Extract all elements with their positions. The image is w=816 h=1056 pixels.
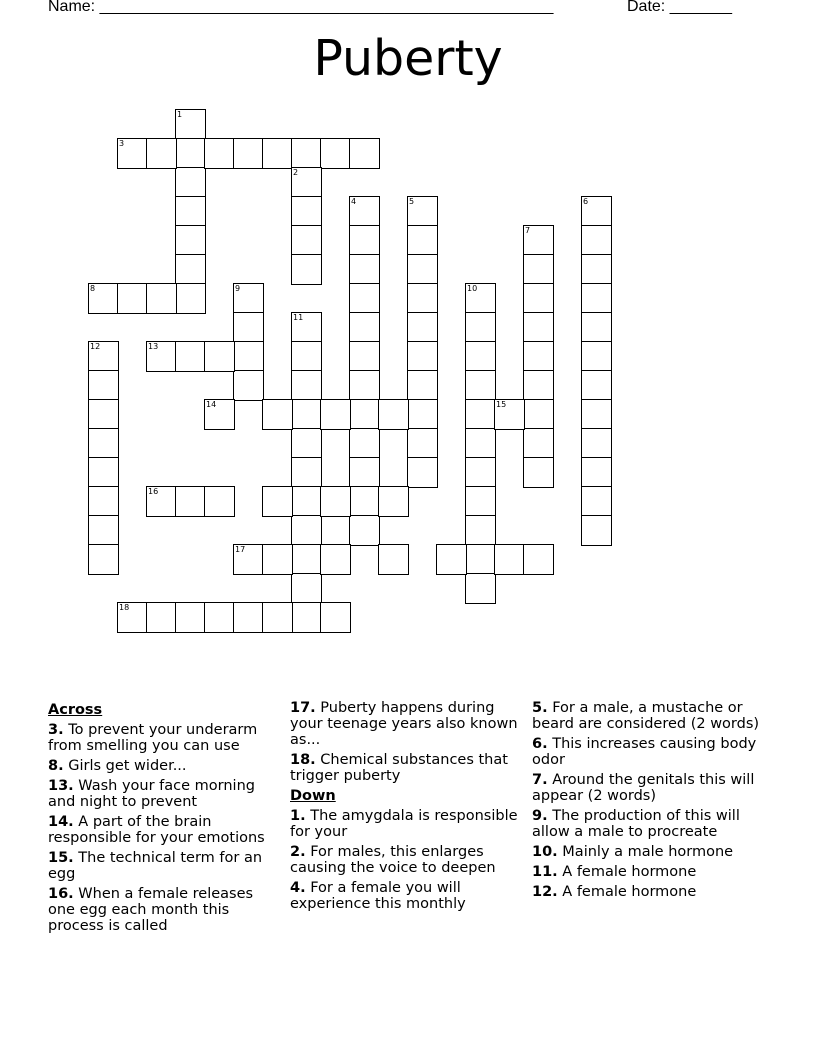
cell-number: 11 [293, 313, 304, 322]
clue-number: 18. [290, 752, 316, 768]
crossword-cell [291, 399, 322, 430]
date-field-line: Date: _______ [627, 0, 732, 15]
clues-column-2 [290, 700, 526, 916]
crossword-cell [349, 312, 380, 343]
clue-text: A part of the brain responsible for your emotions [48, 814, 265, 846]
crossword-cell [581, 457, 612, 488]
crossword-cell [349, 399, 380, 430]
crossword-cell [117, 283, 148, 314]
crossword-cell [146, 602, 177, 633]
clue-number: 16. [48, 886, 74, 902]
crossword-cell [175, 602, 206, 633]
crossword-cell [291, 428, 322, 459]
crossword-cell [349, 428, 380, 459]
crossword-cell [233, 312, 264, 343]
cell-number: 5 [409, 197, 415, 206]
clue-number: 5. [532, 700, 548, 716]
cell-number: 1 [177, 110, 183, 119]
crossword-cell [320, 486, 351, 517]
crossword-cell [349, 457, 380, 488]
crossword-cell [146, 138, 177, 169]
clue-down-4 [290, 880, 526, 912]
crossword-cell [291, 341, 322, 372]
crossword-cell [175, 341, 206, 372]
crossword-cell [581, 515, 612, 546]
cell-number: 10 [467, 284, 478, 293]
cell-number: 2 [293, 168, 299, 177]
clue-text: For a male, a mustache or beard are considered (2 words) [532, 700, 760, 732]
crossword-cell [581, 370, 612, 401]
crossword-cell [175, 486, 206, 517]
crossword-cell [581, 341, 612, 372]
crossword-cell [349, 486, 380, 517]
cell-number: 15 [496, 400, 507, 409]
clue-across-8 [48, 758, 278, 774]
clue-text: A female hormone [557, 884, 697, 900]
clue-number: 2. [290, 844, 306, 860]
crossword-cell-5 [407, 196, 438, 227]
crossword-cell [581, 312, 612, 343]
crossword-cell-12 [88, 341, 119, 372]
crossword-cell [291, 515, 322, 546]
crossword-cell-6 [581, 196, 612, 227]
crossword-cell [291, 602, 322, 633]
clue-number: 6. [532, 736, 548, 752]
clue-across-17 [290, 700, 526, 748]
crossword-cell [465, 312, 496, 343]
cell-number: 3 [119, 139, 125, 148]
crossword-cell [349, 341, 380, 372]
crossword-cell [291, 138, 322, 169]
crossword-cell-10 [465, 283, 496, 314]
crossword-cell [581, 225, 612, 256]
crossword-cell [175, 196, 206, 227]
clue-down-5 [532, 700, 768, 732]
crossword-cell [407, 312, 438, 343]
crossword-cell-7 [523, 225, 554, 256]
cell-number: 7 [525, 226, 531, 235]
clue-down-10 [532, 844, 768, 860]
crossword-cell [494, 544, 525, 575]
crossword-cell-17 [233, 544, 264, 575]
crossword-cell-11 [291, 312, 322, 343]
crossword-cell [581, 283, 612, 314]
crossword-cell-9 [233, 283, 264, 314]
crossword-cell-16 [146, 486, 177, 517]
clue-text: Around the genitals this will appear (2 words) [532, 772, 755, 804]
crossword-cell [465, 428, 496, 459]
crossword-cell [349, 254, 380, 285]
crossword-cell [233, 370, 264, 401]
down-heading: Down [290, 788, 336, 804]
crossword-cell [291, 486, 322, 517]
crossword-cell [262, 486, 293, 517]
crossword-cell [291, 370, 322, 401]
crossword-cell [523, 312, 554, 343]
cell-number: 17 [235, 545, 246, 554]
crossword-cell [291, 196, 322, 227]
crossword-cell-1 [175, 109, 206, 140]
crossword-cell [378, 399, 409, 430]
crossword-cell-15 [494, 399, 525, 430]
clue-number: 9. [532, 808, 548, 824]
clue-down-6 [532, 736, 768, 768]
clue-number: 4. [290, 880, 306, 896]
crossword-cell [204, 602, 235, 633]
crossword-cell [233, 341, 264, 372]
crossword-cell [88, 428, 119, 459]
clue-number: 10. [532, 844, 558, 860]
crossword-cell [436, 544, 467, 575]
crossword-cell [349, 138, 380, 169]
cell-number: 18 [119, 603, 130, 612]
crossword-cell [465, 370, 496, 401]
crossword-cell [523, 283, 554, 314]
name-field-line: Name: ___________________________________________________ [48, 0, 554, 15]
clue-number: 12. [532, 884, 558, 900]
crossword-cell [465, 486, 496, 517]
crossword-cell-14 [204, 399, 235, 430]
crossword-cell [262, 399, 293, 430]
crossword-cell [581, 486, 612, 517]
crossword-cell [320, 602, 351, 633]
crossword-cell [523, 399, 554, 430]
crossword-cell [233, 138, 264, 169]
crossword-cell [465, 399, 496, 430]
crossword-cell [175, 167, 206, 198]
clues-column-1 [48, 700, 278, 938]
clue-number: 15. [48, 850, 74, 866]
crossword-cell [523, 544, 554, 575]
crossword-cell [378, 486, 409, 517]
crossword-cell [581, 399, 612, 430]
clue-across-15 [48, 850, 278, 882]
crossword-cell [349, 515, 380, 546]
crossword-cell [407, 283, 438, 314]
crossword-cell [523, 370, 554, 401]
clue-number: 3. [48, 722, 64, 738]
crossword-cell [88, 399, 119, 430]
clue-text: This increases causing body odor [532, 736, 757, 768]
clue-text: A female hormone [557, 864, 697, 880]
crossword-cell [407, 225, 438, 256]
crossword-cell [204, 138, 235, 169]
crossword-cell [233, 602, 264, 633]
crossword-cell [349, 225, 380, 256]
clue-text: Puberty happens during your teenage years also known as... [290, 700, 518, 748]
crossword-cell [465, 457, 496, 488]
clue-down-9 [532, 808, 768, 840]
crossword-cell [465, 515, 496, 546]
clue-number: 14. [48, 814, 74, 830]
crossword-cell [291, 225, 322, 256]
cell-number: 13 [148, 342, 159, 351]
crossword-cell [291, 254, 322, 285]
crossword-cell [407, 428, 438, 459]
clue-text: The production of this will allow a male to procreate [532, 808, 740, 840]
clue-across-16 [48, 886, 278, 934]
crossword-cell [88, 515, 119, 546]
clue-number: 17. [290, 700, 316, 716]
clue-number: 1. [290, 808, 306, 824]
crossword-cell [581, 428, 612, 459]
clue-number: 13. [48, 778, 74, 794]
cell-number: 4 [351, 197, 357, 206]
crossword-cell-18 [117, 602, 148, 633]
crossword-cell [262, 138, 293, 169]
crossword-cell [262, 544, 293, 575]
clue-down-11 [532, 864, 768, 880]
cell-number: 16 [148, 487, 159, 496]
crossword-cell-8 [88, 283, 119, 314]
clue-text: The technical term for an egg [48, 850, 263, 882]
crossword-cell [88, 370, 119, 401]
clue-number: 8. [48, 758, 64, 774]
crossword-cell [465, 544, 496, 575]
crossword-cell [88, 457, 119, 488]
crossword-cell [407, 457, 438, 488]
clue-across-18 [290, 752, 526, 784]
crossword-cell [407, 370, 438, 401]
clue-text: The amygdala is responsible for your [290, 808, 518, 840]
cell-number: 12 [90, 342, 101, 351]
crossword-cell [320, 544, 351, 575]
crossword-cell [581, 254, 612, 285]
crossword-cell [204, 341, 235, 372]
clue-across-13 [48, 778, 278, 810]
crossword-cell [204, 486, 235, 517]
cell-number: 6 [583, 197, 589, 206]
crossword-cell [378, 544, 409, 575]
cell-number: 8 [90, 284, 96, 293]
cell-number: 14 [206, 400, 217, 409]
clue-across-14 [48, 814, 278, 846]
clue-number: 7. [532, 772, 548, 788]
clue-text: To prevent your underarm from smelling you can use [48, 722, 258, 754]
crossword-cell [291, 544, 322, 575]
crossword-cell [523, 428, 554, 459]
clue-text: When a female releases one egg each month this process is called [48, 886, 254, 934]
clue-text: For males, this enlarges causing the voice to deepen [290, 844, 496, 876]
crossword-cell [523, 341, 554, 372]
crossword-cell-13 [146, 341, 177, 372]
cell-number: 9 [235, 284, 241, 293]
crossword-cell [88, 544, 119, 575]
crossword-cell [349, 283, 380, 314]
across-heading: Across [48, 702, 103, 718]
crossword-cell-2 [291, 167, 322, 198]
clue-text: For a female you will experience this monthly [290, 880, 466, 912]
crossword-cell [407, 341, 438, 372]
crossword-cell [465, 573, 496, 604]
clue-down-1 [290, 808, 526, 840]
crossword-cell [465, 341, 496, 372]
clue-down-7 [532, 772, 768, 804]
crossword-cell-3 [117, 138, 148, 169]
crossword-cell [175, 283, 206, 314]
clue-text: Chemical substances that trigger puberty [290, 752, 508, 784]
crossword-cell [523, 254, 554, 285]
crossword-cell [175, 254, 206, 285]
clue-text: Wash your face morning and night to prevent [48, 778, 255, 810]
clue-number: 11. [532, 864, 558, 880]
clue-down-2 [290, 844, 526, 876]
clue-text: Mainly a male hormone [557, 844, 734, 860]
crossword-cell [291, 573, 322, 604]
crossword-cell [291, 457, 322, 488]
clue-across-3 [48, 722, 278, 754]
crossword-cell [320, 138, 351, 169]
crossword-cell [146, 283, 177, 314]
crossword-cell [523, 457, 554, 488]
crossword-cell [407, 399, 438, 430]
clues-column-3 [532, 700, 768, 904]
page-title: Puberty [313, 30, 503, 87]
crossword-cell [320, 399, 351, 430]
crossword-cell-4 [349, 196, 380, 227]
crossword-cell [349, 370, 380, 401]
crossword-cell [175, 225, 206, 256]
crossword-cell [88, 486, 119, 517]
crossword-cell [262, 602, 293, 633]
clue-text: Girls get wider... [63, 758, 187, 774]
crossword-cell [175, 138, 206, 169]
clue-down-12 [532, 884, 768, 900]
crossword-cell [407, 254, 438, 285]
